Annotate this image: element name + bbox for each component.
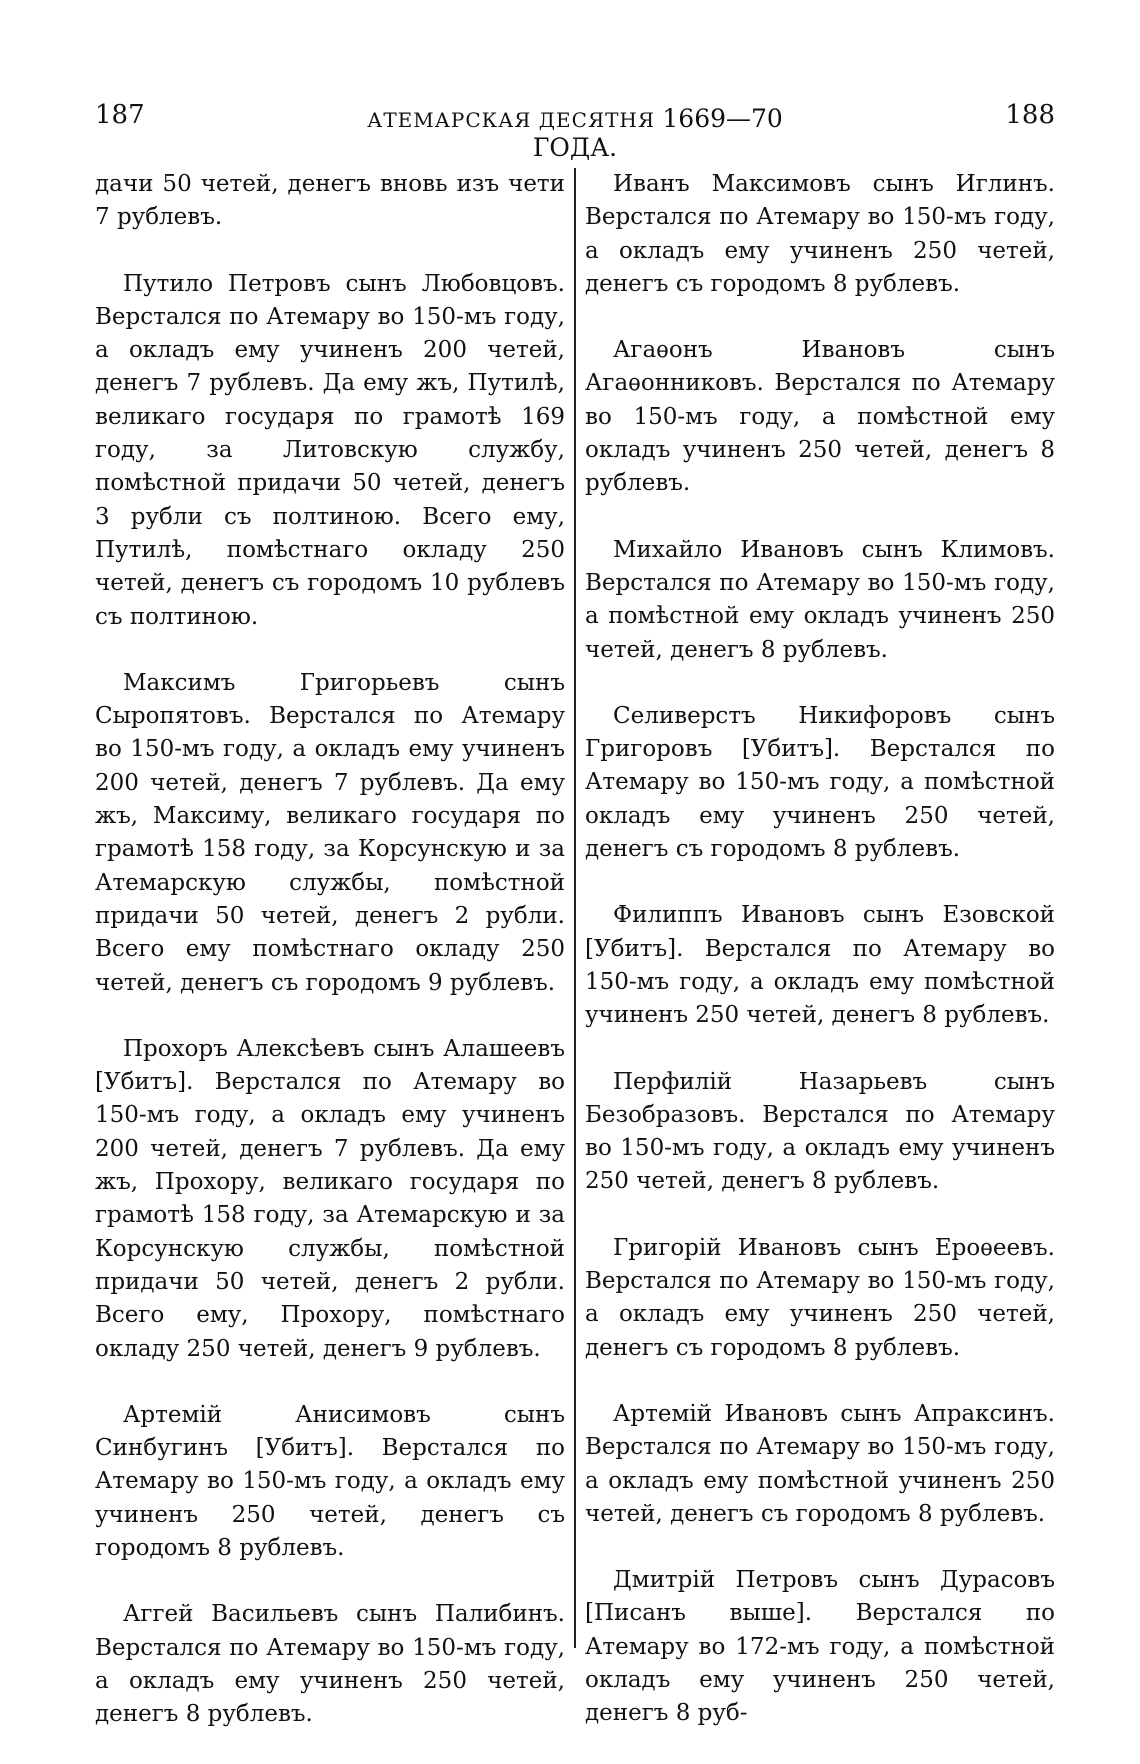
entry: Путило Петровъ сынъ Любовцовъ. Верстался по Атемару во 150-мъ году, а окладъ ему учиненъ 200 четей, денегъ 7 рублевъ. Да ему жъ, Путилѣ, великаго государя по грамотѣ 169 году, за Литовскую службу, помѣстной придачи 50 четей, денегъ 3 рубли съ полтиною. Всего ему, Путилѣ, помѣстнаго окладу 250 четей, денегъ съ городомъ 10 рублевъ съ полтиною. [95,270,565,630]
entry: Максимъ Григорьевъ сынъ Сыропятовъ. Верстался по Атемару во 150-мъ году, а окладъ ему учиненъ 200 четей, денегъ 7 рублевъ. Да ему жъ, Максиму, великаго государя по грамотѣ 158 году, за Корсунскую и за Атемарскую службы, помѣстной придачи 50 четей, денегъ 2 рубли. Всего ему помѣстнаго окладу 250 четей, денегъ съ городомъ 9 рублевъ. [95,669,565,996]
entry-continuation: дачи 50 четей, денегъ вновь изъ чети 7 рублевъ. [95,171,565,231]
running-title-text: АТЕМАРСКАЯ ДЕСЯТНЯ [367,108,656,132]
entry: Григорій Ивановъ сынъ Ероѳеевъ. Верстался по Атемару во 150-мъ году, а окладъ ему учиненъ 250 четей, денегъ съ городомъ 8 рублевъ. [585,1234,1055,1361]
entry: Артемій Анисимовъ сынъ Синбугинъ [Убитъ]. Верстался по Атемару во 150-мъ году, а окладъ ему учиненъ 250 четей, денегъ съ городомъ 8 рублевъ. [95,1401,565,1561]
page-number-left: 187 [95,100,145,130]
entry: Иванъ Максимовъ сынъ Иглинъ. Верстался по Атемару во 150-мъ году, а окладъ ему учиненъ 250 четей, денегъ съ городомъ 8 рублевъ. [585,171,1055,297]
entry: Агаѳонъ Ивановъ сынъ Агаѳонниковъ. Верстался по Атемару во 150-мъ году, а помѣстной ему окладъ учиненъ 250 четей, денегъ 8 рублевъ. [585,337,1055,497]
entry: Михайло Ивановъ сынъ Климовъ. Верстался по Атемару во 150-мъ году, а помѣстной ему окладъ учиненъ 250 четей, денегъ 8 рублевъ. [585,536,1055,663]
page-number-right: 188 [1005,100,1055,130]
running-title-years: 1669—70 ГОДА. [532,104,783,162]
right-column [585,168,1055,1764]
entry: Аггей Васильевъ сынъ Палибинъ. Верстался по Атемару во 150-мъ году, а окладъ ему учиненъ 250 четей, денегъ 8 рублевъ. [95,1601,565,1728]
page-header [95,100,1055,162]
entry: Перфилій Назарьевъ сынъ Безобразовъ. Верстался по Атемару во 150-мъ году, а окладъ ему учиненъ 250 четей, денегъ 8 рублевъ. [585,1068,1055,1195]
entry: Прохоръ Алексѣевъ сынъ Алашеевъ [Убитъ]. Верстался по Атемару во 150-мъ году, а окладъ ему учиненъ 200 четей, денегъ 7 рублевъ. Да ему жъ, Прохору, великаго государя по грамотѣ 158 году, за Атемарскую и за Корсунскую службы, помѣстной придачи 50 четей, денегъ 2 рубли. Всего ему, Прохору, помѣстнаго окладу 250 четей, денегъ 9 рублевъ. [95,1035,565,1362]
entry: Дмитрій Петровъ сынъ Дурасовъ [Писанъ выше]. Верстался по Атемару во 172-мъ году, а помѣстной окладъ ему учиненъ 250 четей, денегъ 8 руб- [585,1567,1055,1727]
left-column [95,168,565,1764]
running-title [345,104,805,162]
column-divider [574,168,576,1648]
entry: Селиверстъ Никифоровъ сынъ Григоровъ [Убитъ]. Верстался по Атемару во 150-мъ году, а помѣстной окладъ ему учиненъ 250 четей, денегъ съ городомъ 8 рублевъ. [585,702,1055,863]
entry: Артемій Ивановъ сынъ Апраксинъ. Верстался по Атемару во 150-мъ году, а окладъ ему помѣстной учиненъ 250 четей, денегъ съ городомъ 8 рублевъ. [585,1400,1055,1527]
entry: Филиппъ Ивановъ сынъ Езовской [Убитъ]. Верстался по Атемару во 150-мъ году, а окладъ ему помѣстной учиненъ 250 четей, денегъ 8 рублевъ. [585,902,1055,1029]
